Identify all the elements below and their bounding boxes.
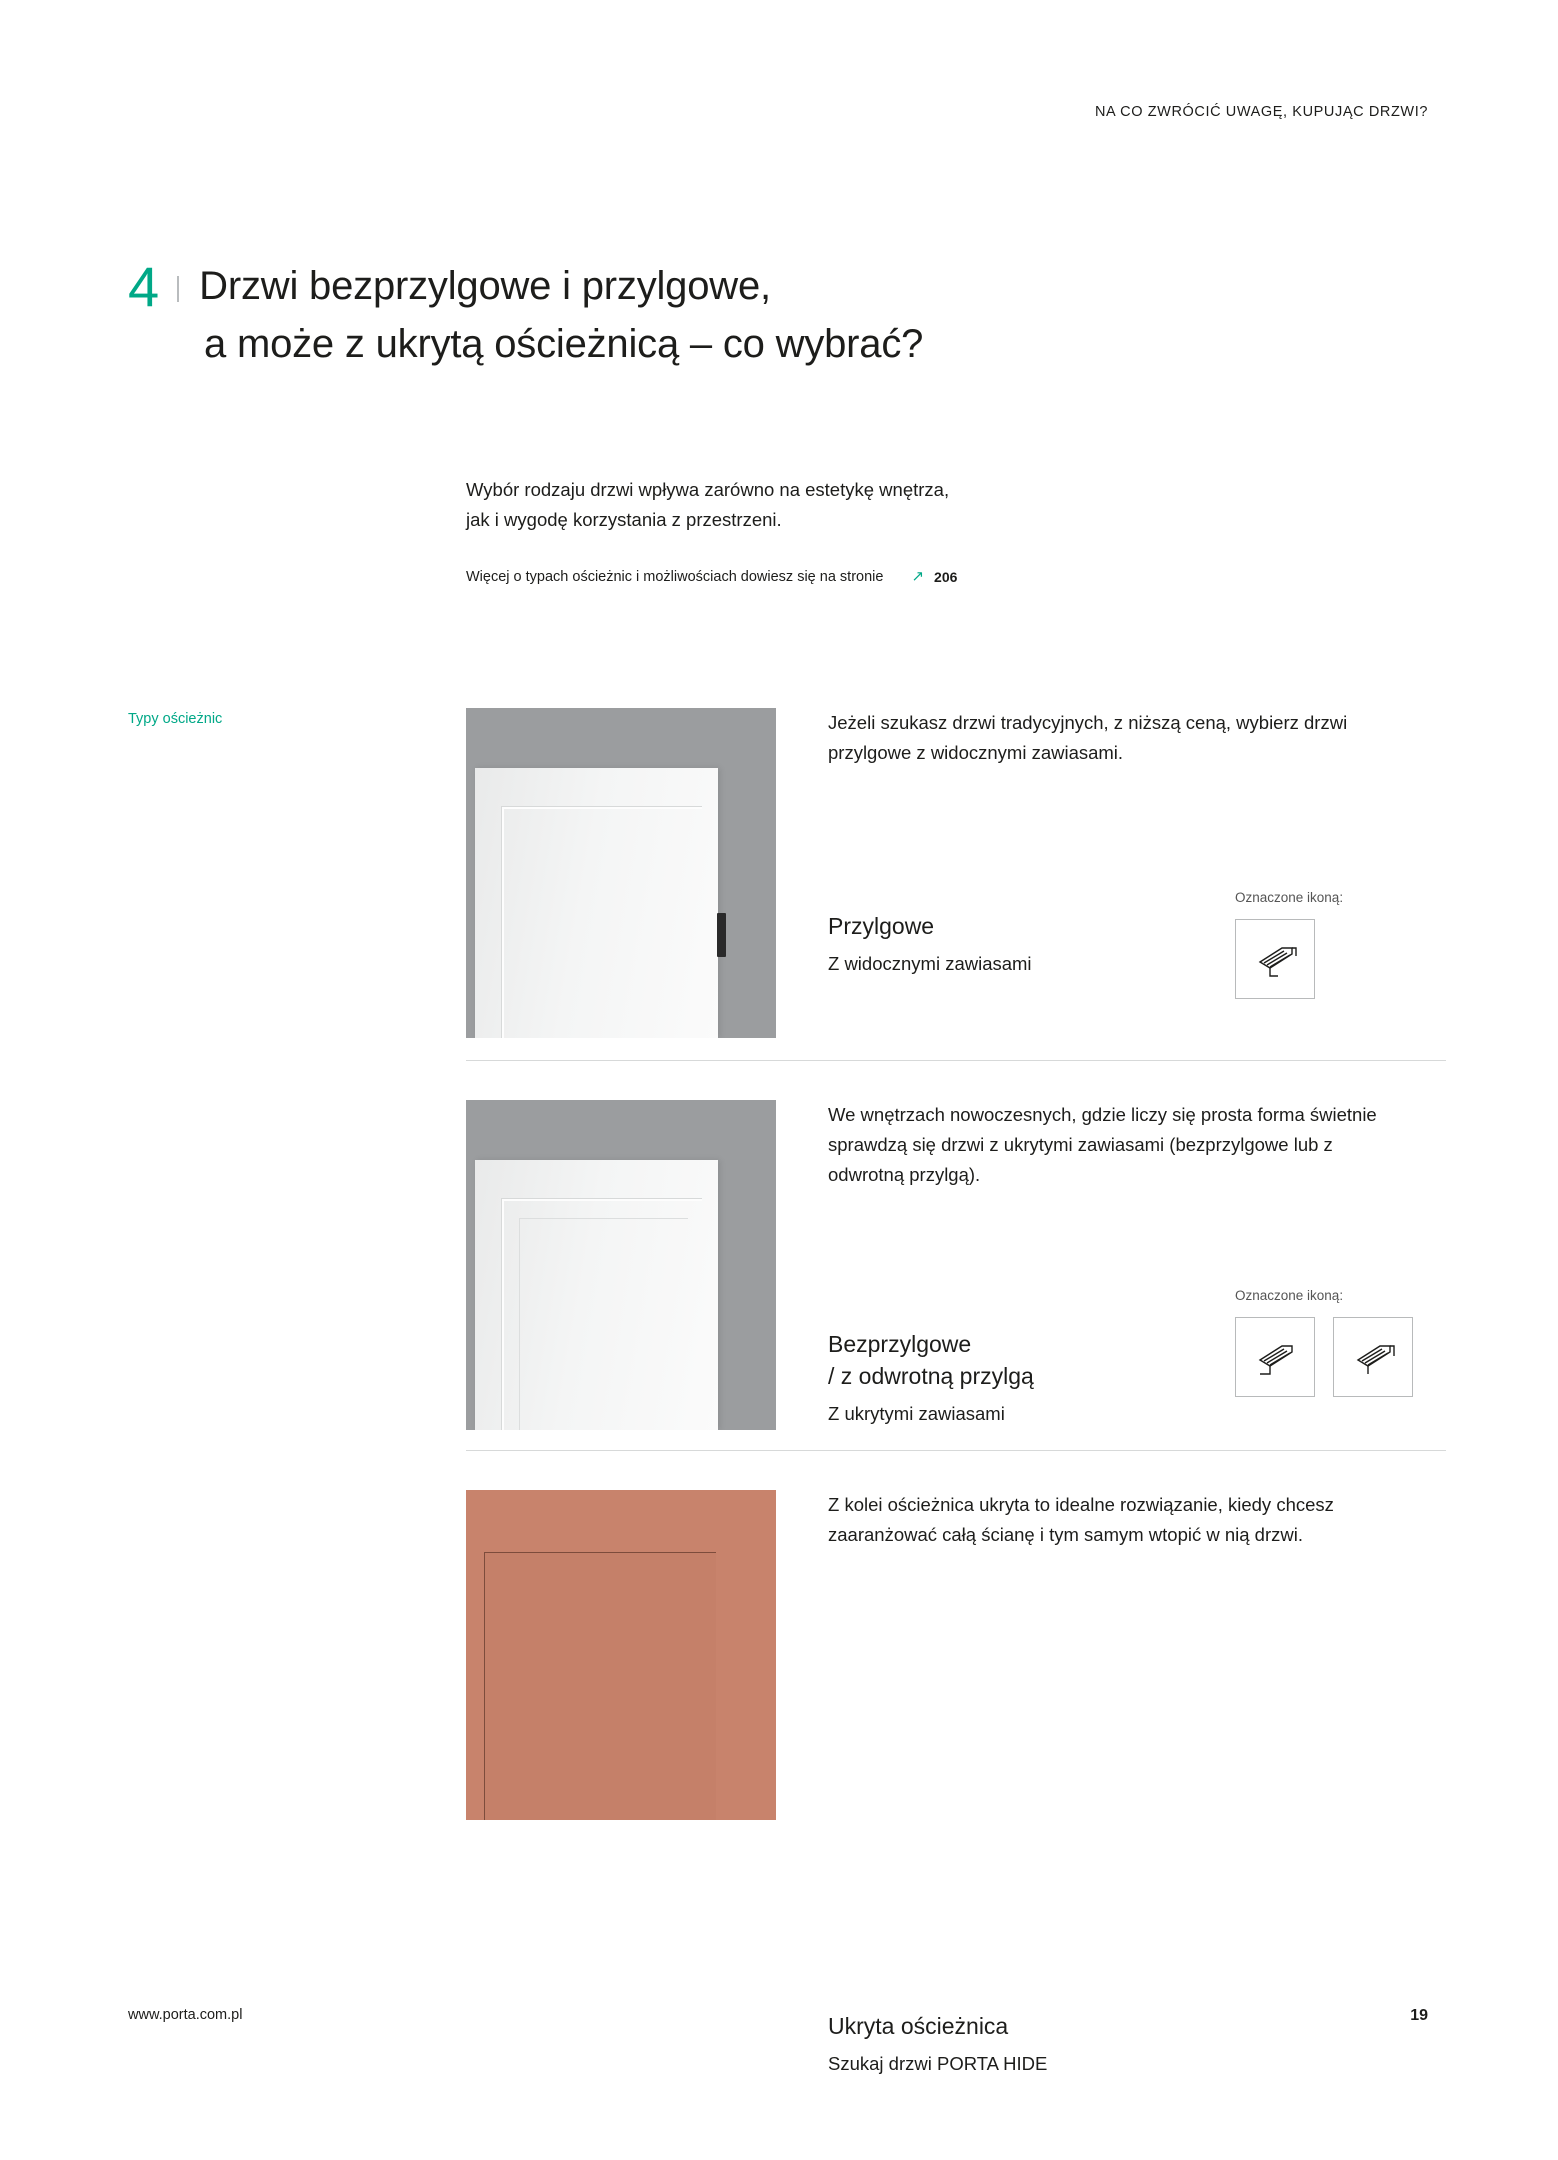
lead-line-2: jak i wygodę korzystania z przestrzeni. — [466, 509, 782, 530]
description-text: Z kolei ościeżnica ukryta to idealne rozwiązanie, kiedy chcesz zaaranżować całą ścianę i tym samym wtopić w nią drzwi. — [828, 1494, 1334, 1545]
cross-reference-page[interactable]: 206 — [934, 569, 958, 585]
rebated-door-icon — [1235, 919, 1315, 999]
chapter-title-line-2: a może z ukrytą ościeżnicą – co wybrać? — [204, 322, 924, 366]
cross-reference — [466, 567, 957, 587]
door-leaf — [475, 1160, 718, 1430]
door-photo-rebated — [466, 708, 776, 1038]
chapter-number: 4 — [128, 255, 160, 318]
page-number: 19 — [1410, 2007, 1428, 2024]
list-item-title: Ukryta ościeżnica — [828, 2013, 1009, 2039]
list-item-description — [828, 708, 1388, 768]
chapter-title-line-1: Drzwi bezprzylgowe i przylgowe, — [199, 264, 771, 308]
door-leaf — [475, 768, 718, 1038]
list-item-description — [828, 1100, 1388, 1190]
door-photo-hidden-frame — [466, 1490, 776, 1820]
door-bevel — [501, 806, 702, 1038]
divider — [466, 1060, 1446, 1061]
list-item-subtitle: Z widocznymi zawiasami — [828, 953, 1032, 974]
icon-legend-non-rebated — [1235, 1288, 1465, 1397]
list-item-description — [828, 1490, 1388, 1550]
divider — [466, 1450, 1446, 1451]
list-item-title-line-1: Bezprzylgowe — [828, 1331, 972, 1357]
list-item-title: Przylgowe — [828, 913, 935, 939]
icon-legend-rebated — [1235, 890, 1465, 999]
description-text: We wnętrzach nowoczesnych, gdzie liczy się prosta forma świetnie sprawdzą się drzwi z ukrytymi zawiasami (bezprzylgowe lub z odwrotną przylgą). — [828, 1104, 1377, 1185]
visible-hinge-icon — [717, 913, 726, 957]
list-item-subtitle: Szukaj drzwi PORTA HIDE — [828, 2053, 1048, 2074]
lead-line-1: Wybór rodzaju drzwi wpływa zarówno na estetykę wnętrza, — [466, 479, 950, 500]
reverse-rebated-door-icon — [1333, 1317, 1413, 1397]
description-text: Jeżeli szukasz drzwi tradycyjnych, z niższą ceną, wybierz drzwi przylgowe z widocznymi zawiasami. — [828, 712, 1348, 763]
chapter-divider — [177, 276, 179, 302]
running-head: NA CO ZWRÓCIĆ UWAGĘ, KUPUJĄC DRZWI? — [1094, 104, 1428, 120]
cross-reference-text: Więcej o typach ościeżnic i możliwościach dowiesz się na stronie — [466, 569, 884, 585]
section-label: Typy ościeżnic — [128, 711, 223, 727]
non-rebated-door-icon — [1235, 1317, 1315, 1397]
icon-caption: Oznaczone ikoną: — [1235, 890, 1344, 905]
door-inner-bevel — [519, 1218, 688, 1430]
lead-paragraph — [466, 475, 1166, 535]
icon-caption: Oznaczone ikoną: — [1235, 1288, 1344, 1303]
list-item-subtitle: Z ukrytymi zawiasami — [828, 1403, 1005, 1424]
hidden-frame-door — [484, 1552, 716, 1820]
page-title — [128, 255, 1438, 373]
arrow-up-right-icon[interactable]: ↗ — [911, 568, 925, 585]
footer-url[interactable]: www.porta.com.pl — [128, 2007, 243, 2023]
door-photo-non-rebated — [466, 1100, 776, 1430]
list-item-title-line-2: / z odwrotną przylgą — [828, 1363, 1034, 1389]
list-item-heading — [828, 2010, 1388, 2079]
